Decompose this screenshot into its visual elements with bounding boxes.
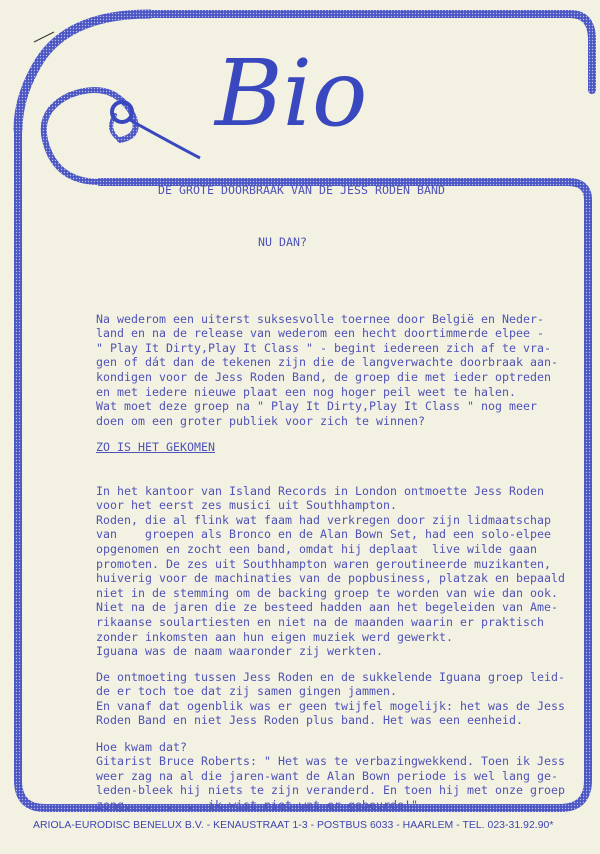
text-line: Roden, die al flink wat faam had verkregen door zijn lidmaatschap [96, 512, 552, 527]
text-line: de er toch toe dat zij samen gingen jammen. [96, 684, 398, 699]
text-line: En vanaf dat ogenblik was er geen twijfel mogelijk: het was de Jess [96, 698, 566, 713]
document-title: DE GROTE DOORBRAAK VAN DE JESS RODEN BAND [158, 183, 446, 197]
text-line: van groepen als Bronco en de Alan Bown Set, had een solo-elpee [96, 527, 552, 542]
text-line: promoten. De zes uit Southhampton waren geroutineerde muzikanten, [96, 556, 552, 571]
footer-address: ARIOLA-EURODISC BENELUX B.V. - KENAUSTRAAT 1-3 - POSTBUS 6033 - HAARLEM - TEL. 023-31.92.90* [33, 820, 554, 831]
section-subtitle: NU DAN? [258, 235, 308, 249]
section-heading: ZO IS HET GEKOMEN [96, 440, 216, 454]
text-line: zonder inkomsten aan hun eigen muziek werd gewerkt. [96, 629, 454, 644]
text-line: De ontmoeting tussen Jess Roden en de sukkelende Iguana groep leid- [96, 669, 566, 684]
text-line: Niet na de jaren die ze besteed hadden aan het begeleiden van Ame- [96, 600, 559, 615]
text-line: Na wederom een uiterst suksesvolle toernee door België en Neder- [96, 311, 545, 326]
text-line: land en na de release van wederom een hecht doortimmerde elpee - [96, 326, 545, 341]
text-line: " Play It Dirty,Play It Class " - begint iedereen zich af te vra- [96, 340, 552, 355]
paragraph-history [96, 469, 565, 673]
text-line: rikaanse soulartiesten en niet na de maanden waarin er praktisch [96, 614, 545, 629]
paragraph-intro [96, 297, 558, 443]
text-line: huiverig voor de machinaties van de popbusiness, platzak en bepaald [96, 571, 566, 586]
text-line: kondigen voor de Jess Roden Band, de groep die met ieder optreden [96, 369, 552, 384]
text-line: Hoe kwam dat? [96, 739, 188, 754]
text-line: niet in de stemming om de backing groep te worden van wie dan ook. [96, 585, 559, 600]
bio-logo: Bio [215, 40, 368, 147]
paragraph-quote [96, 725, 565, 827]
text-line: Gitarist Bruce Roberts: " Het was te verbazingwekkend. Toen ik Jess [96, 754, 566, 769]
text-line: zong............ik wist niet wat er gebeurde!" [96, 797, 419, 812]
text-line: weer zag na al die jaren-want de Alan Bown periode is wel lang ge- [96, 768, 559, 783]
text-line: In het kantoor van Island Records in London ontmoette Jess Roden [96, 483, 545, 498]
text-line: gen of dát dan de tekenen zijn die de langverwachte doorbraak aan- [96, 355, 559, 370]
text-line: Wat moet deze groep na " Play It Dirty,Play It Class " nog meer [96, 399, 538, 414]
text-line: voor het eerst zes musici uit Southhampton. [96, 498, 398, 513]
text-line: leden-bleek hij niets te zijn veranderd. En toen hij met onze groep [96, 783, 566, 798]
text-line: en met iedere nieuwe plaat een nog hoger peil weet te halen. [96, 384, 517, 399]
text-line: Iguana was de naam waaronder zij werkten. [96, 644, 384, 659]
text-line: doen om een groter publiek voor zich te winnen? [96, 413, 426, 428]
text-line: Roden Band en niet Jess Roden plus band. Het was een eenheid. [96, 713, 524, 728]
text-line: opgenomen en zocht een band, omdat hij deplaat live wilde gaan [96, 541, 538, 556]
